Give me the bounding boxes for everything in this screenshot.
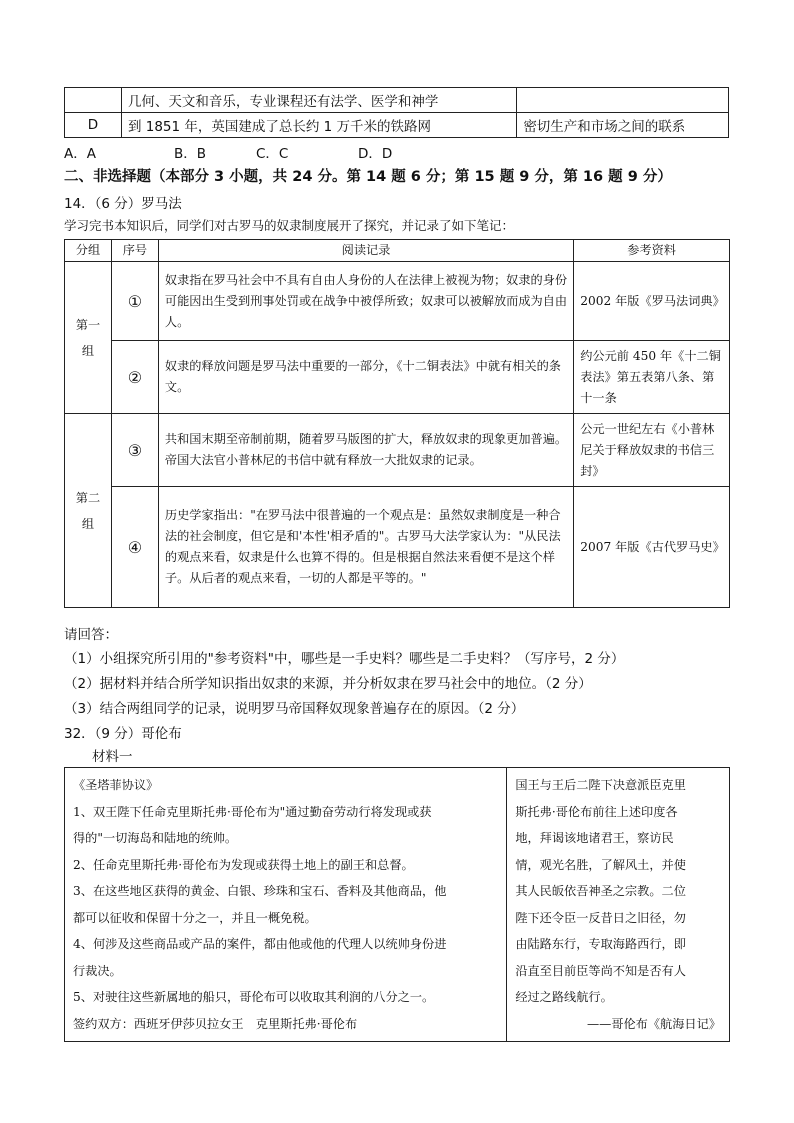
option-cell (65, 88, 122, 113)
journal-line: 陛下还令臣一反昔日之旧径，勿 (515, 910, 686, 925)
reading-note: 奴隶指在罗马社会中不具有自由人身份的人在法律上被视为物；奴隶的身份可能因出生受到刑事处罚或在战争中被俘所致；奴隶可以被解放而成为自由人。 (158, 262, 573, 341)
agreement-line: 1、双王陛下任命克里斯托弗·哥伦布为"通过勤奋劳动行将发现或获 (73, 804, 432, 819)
journal-line: 经过之路线航行。 (515, 990, 613, 1004)
table-row (65, 88, 729, 113)
reference: 公元一世纪左右《小普林尼关于释放奴隶的书信三封》 (574, 414, 730, 487)
answer-prompt: 请回答： (64, 627, 118, 643)
notes-table (64, 239, 730, 608)
agreement-line: 都可以征收和保留十分之一，并且一概免税。 (73, 910, 317, 925)
option-b: B．B (174, 146, 207, 162)
journal-line: 情，观光名胜，了解风土，并使 (515, 857, 686, 872)
group-one-label: 第一组 (65, 262, 112, 414)
header-group: 分组 (65, 240, 112, 262)
effect-cell: 密切生产和市场之间的联系 (517, 113, 729, 138)
reference: 2007 年版《古代罗马史》 (574, 487, 730, 608)
agreement-line: 得的"一切海岛和陆地的统帅。 (73, 831, 238, 845)
agreement-signatories: 签约双方：西班牙伊莎贝拉女王 克里斯托弗·哥伦布 (73, 1016, 358, 1031)
q14-title: 14．（6 分）罗马法 (64, 196, 182, 212)
question-1: （1）小组探究所引用的"参考资料"中，哪些是一手史料？哪些是二手史料？（写序号，2 分） (64, 651, 625, 667)
agreement-line: 行裁决。 (73, 963, 122, 978)
q14-intro: 学习完书本知识后，同学们对古罗马的奴隶制度展开了探究，并记录了如下笔记： (64, 218, 515, 233)
agreement-line: 3、在这些地区获得的黄金、白银、珍珠和宝石、香料及其他商品，他 (73, 884, 447, 898)
agreement-line: 4、何涉及这些商品或产品的案件，都由他或他的代理人以统帅身份进 (73, 937, 447, 951)
option-cell: D (65, 113, 122, 138)
agreement-title: 《圣塔菲协议》 (73, 778, 159, 792)
table-header-row (65, 240, 730, 262)
santa-fe-agreement (65, 768, 507, 1042)
journal-line: 斯托弗·哥伦布前往上述印度各 (515, 804, 678, 819)
question-3: （3）结合两组同学的记录，说明罗马帝国释奴现象普遍存在的原因。（2 分） (64, 701, 525, 717)
journal-line: 沿直至目前臣等尚不知是否有人 (515, 963, 686, 978)
header-note: 阅读记录 (158, 240, 573, 262)
option-a: A．A (64, 146, 96, 162)
row-number: ④ (111, 487, 158, 608)
journal-source: ——哥伦布《航海日记》 (586, 1016, 721, 1031)
question-2: （2）据材料并结合所学知识指出奴隶的来源，并分析奴隶在罗马社会中的地位。（2 分） (64, 676, 592, 692)
q32-title: 32．（9 分）哥伦布 (64, 726, 182, 742)
table-row (65, 113, 729, 138)
reading-note: 历史学家指出："在罗马法中很普遍的一个观点是：虽然奴隶制度是一种合法的社会制度，但它是和'本性'相矛盾的"。古罗马大法学家认为："从民法的观点来看，奴隶是什么也算不得的。但是根据自然法来看便不是这个样子。从后者的观点来看，一切的人都是平等的。" (158, 487, 573, 608)
journal-line: 其人民皈依吾神圣之宗教。二位 (515, 884, 686, 898)
effect-cell (517, 88, 729, 113)
journal-line: 由陆路东行，专取海路西行，即 (515, 937, 686, 951)
reference: 2002 年版《罗马法词典》 (574, 262, 730, 341)
option-c: C．C (256, 146, 289, 162)
table-row (65, 262, 730, 341)
material-table (64, 767, 730, 1042)
table-row (65, 487, 730, 608)
material-label: 材料一 (92, 749, 133, 765)
content-cell: 几何、天文和音乐，专业课程还有法学、医学和神学 (121, 88, 516, 113)
reading-note: 共和国末期至帝制前期，随着罗马版图的扩大，释放奴隶的现象更加普遍。帝国大法官小普林尼的书信中就有释放一大批奴隶的记录。 (158, 414, 573, 487)
row-number: ① (111, 262, 158, 341)
agreement-line: 2、任命克里斯托弗·哥伦布为发现或获得土地上的副王和总督。 (73, 857, 414, 872)
agreement-line: 5、对驶往这些新属地的船只，哥伦布可以收取其利润的八分之一。 (73, 990, 435, 1004)
content-cell: 到 1851 年，英国建成了总长约 1 万千米的铁路网 (121, 113, 516, 138)
reference: 约公元前 450 年《十二铜表法》第五表第八条、第十一条 (574, 341, 730, 414)
header-ref: 参考资料 (574, 240, 730, 262)
header-num: 序号 (111, 240, 158, 262)
row-number: ② (111, 341, 158, 414)
table-row (65, 341, 730, 414)
group-two-label: 第二组 (65, 414, 112, 608)
table-row (65, 414, 730, 487)
top-table (64, 87, 729, 138)
row-number: ③ (111, 414, 158, 487)
section-title: 二、非选择题（本部分 3 小题，共 24 分。第 14 题 6 分；第 15 题 9 分，第 16 题 9 分） (64, 169, 672, 185)
table-row (65, 768, 730, 1042)
journal-line: 国王与王后二陛下决意派臣克里 (515, 778, 686, 792)
journal-line: 地，拜谒该地诸君王，察访民 (515, 831, 674, 845)
reading-note: 奴隶的释放问题是罗马法中重要的一部分，《十二铜表法》中就有相关的条文。 (158, 341, 573, 414)
voyage-journal (507, 768, 730, 1042)
option-d: D．D (358, 146, 393, 162)
